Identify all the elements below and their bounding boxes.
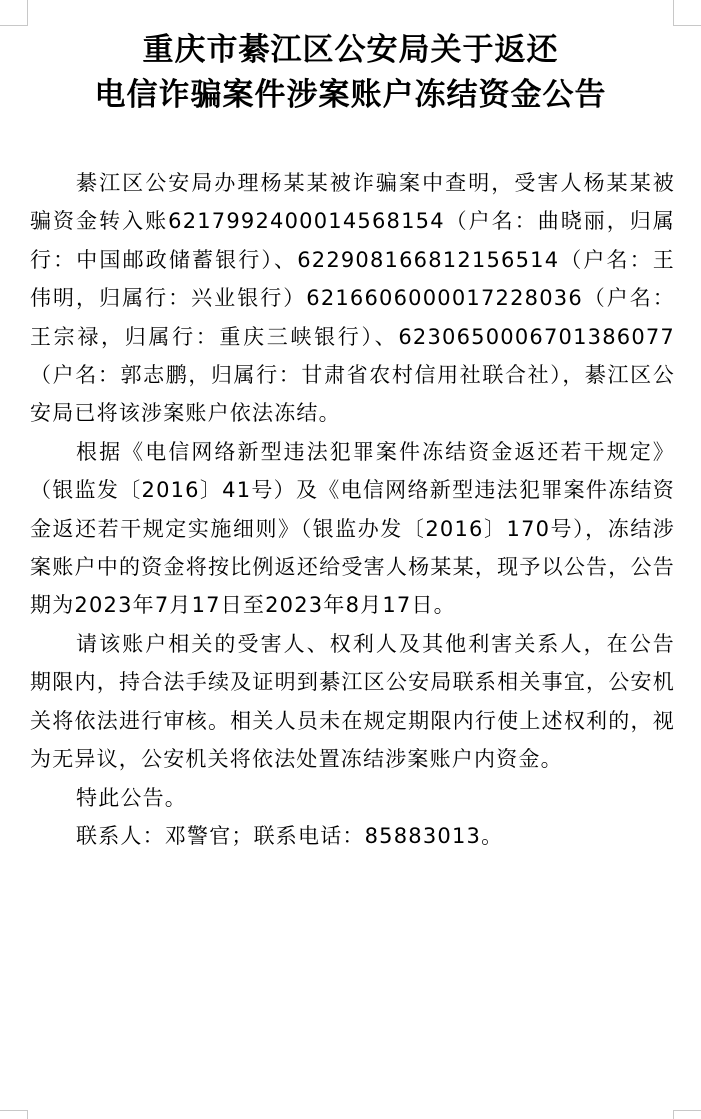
page-corner-mark-top-left (0, 0, 28, 26)
title-line-1: 重庆市綦江区公安局关于返还 (142, 32, 559, 68)
page-corner-mark-bottom-right (673, 1110, 701, 1119)
page-corner-mark-top-right (673, 0, 701, 26)
paragraph-account-freeze: 綦江区公安局办理杨某某被诈骗案中查明，受害人杨某某被骗资金转入账6217992400014568154（户名：曲晓丽，归属行：中国邮政储蓄银行）、6229081668121565​14（户名：王伟明，归属行：兴业银行）6216606000017228036（户名：王宗禄，归属行：重庆三峡银行）、6230650006701386077（户名：郭志鹏，归属行：甘肃省农村信用社联合社），綦江区公安局已将该涉案账户依法冻结。 (30, 171, 675, 426)
paragraph-legal-basis: 根据《电信网络新型违法犯罪案件冻结资金返还若干规定》（银监发〔2016〕41号）及《电信网络新型违法犯罪案件冻结资金返还若干规定实施细则》（银监办发〔2016〕170号），冻结涉案账户中的资金将按比例返还给受害人杨某某，现予以公告，公告期为2023年7月17日至2023年8月17日。 (30, 439, 675, 618)
page-corner-mark-bottom-left (0, 1110, 28, 1119)
contact-info: 联系人：邓警官；联系电话：85883013。 (76, 823, 504, 848)
announcement-title (0, 28, 701, 118)
paragraph-claim-instructions: 请该账户相关的受害人、权利人及其他利害关系人，在公告期限内，持合法手续及证明到綦江区公安局联系相关事宜，公安机关将依法进行审核。相关人员未在规定期限内行使上述权利的，视为无异议，公安机关将依法处置冻结涉案账户内资金。 (30, 631, 675, 772)
announcement-body (30, 164, 675, 855)
title-line-2: 电信诈骗案件涉案账户冻结资金公告 (94, 77, 607, 113)
closing-statement: 特此公告。 (76, 785, 187, 810)
